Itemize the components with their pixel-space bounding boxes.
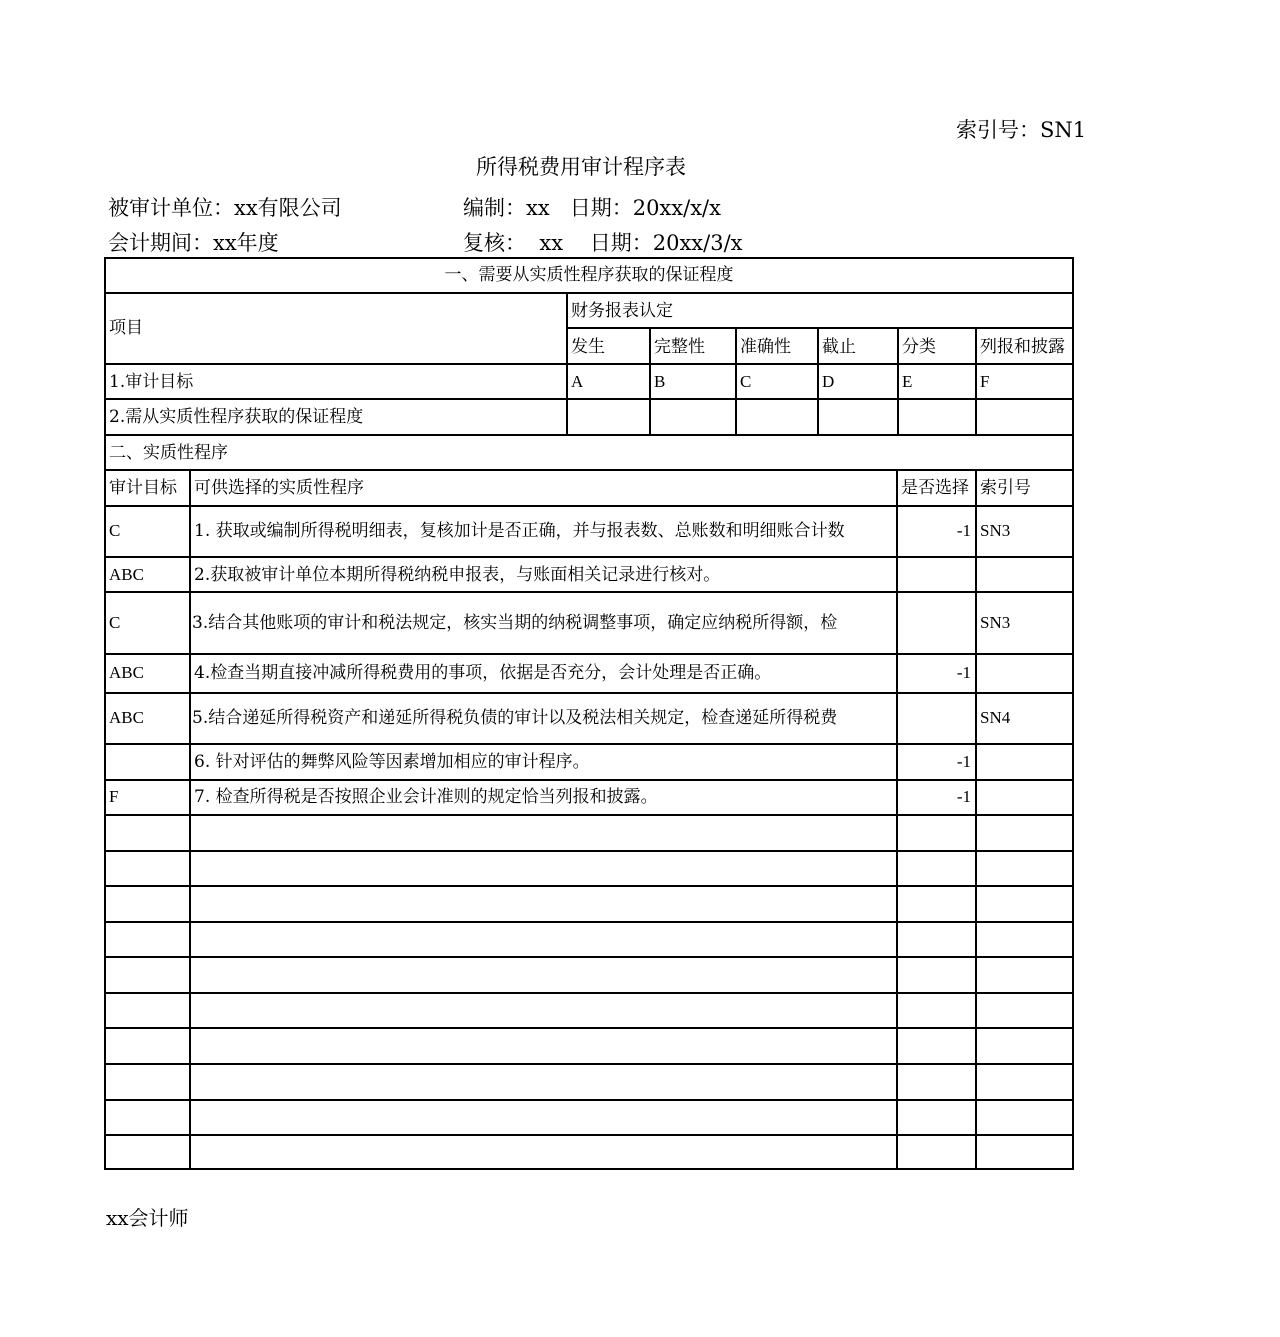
- assurance-level-row-label: 2.需从实质性程序获取的保证程度: [109, 407, 364, 427]
- table-row-5-objective: ABC: [109, 708, 144, 727]
- index-number: 索引号：SN1: [956, 118, 1087, 142]
- assertion-cutoff: 截止: [822, 337, 856, 357]
- page-title: 所得税费用审计程序表: [476, 155, 686, 179]
- table-row-4-selected: -1: [956, 663, 971, 682]
- table-row-1-objective: C: [109, 521, 121, 540]
- table-row-3-procedure: 3.结合其他账项的审计和税法规定，核实当期的纳税调整事项，确定应纳税所得额，检: [192, 613, 838, 633]
- objective-code-a: A: [571, 372, 584, 391]
- assertion-presentation: 列报和披露: [980, 337, 1065, 357]
- table-row-1-selected: -1: [956, 521, 971, 540]
- table-row-7-selected: -1: [956, 787, 971, 806]
- table-row-4-procedure: 4.检查当期直接冲减所得税费用的事项，依据是否充分，会计处理是否正确。: [194, 663, 772, 683]
- objective-code-c: C: [740, 372, 752, 391]
- accounting-period: 会计期间：xx年度: [108, 231, 279, 255]
- table-row-2-objective: ABC: [109, 565, 144, 584]
- table-row-6-procedure: 6. 针对评估的舞弊风险等因素增加相应的审计程序。: [194, 752, 590, 772]
- auditee-label: 被审计单位：xx有限公司: [108, 196, 342, 220]
- col-selected-header: 是否选择: [901, 478, 969, 498]
- assertion-completeness: 完整性: [654, 337, 705, 357]
- col-procedure-header: 可供选择的实质性程序: [194, 478, 364, 498]
- table-row-3-objective: C: [109, 613, 121, 632]
- table-row-1-ref: SN3: [980, 521, 1011, 540]
- table-row-2-procedure: 2.获取被审计单位本期所得税纳税申报表，与账面相关记录进行核对。: [194, 565, 721, 585]
- assertion-accuracy: 准确性: [740, 337, 791, 357]
- reviewed-by: 复核： xx 日期：20xx/3/x: [463, 231, 743, 255]
- assertion-occurrence: 发生: [571, 337, 605, 357]
- table-row-5-ref: SN4: [980, 708, 1011, 727]
- table-row-6-selected: -1: [956, 752, 971, 771]
- firm-name: xx会计师: [106, 1206, 189, 1230]
- section2-title: 二、实质性程序: [109, 443, 228, 463]
- section1-title: 一、需要从实质性程序获取的保证程度: [444, 265, 734, 285]
- table-row-3-ref: SN3: [980, 613, 1011, 632]
- objective-code-b: B: [654, 372, 666, 391]
- audit-objective-row-label: 1.审计目标: [109, 372, 194, 392]
- table-row-7-procedure: 7. 检查所得税是否按照企业会计准则的规定恰当列报和披露。: [194, 787, 658, 807]
- col-ref-header: 索引号: [980, 478, 1031, 498]
- item-label: 项目: [109, 318, 143, 338]
- prepared-by: 编制：xx 日期：20xx/x/x: [463, 196, 721, 220]
- objective-code-d: D: [822, 372, 835, 391]
- objective-code-e: E: [902, 372, 913, 391]
- table-row-7-objective: F: [109, 787, 119, 806]
- assertion-group-label: 财务报表认定: [571, 301, 673, 321]
- assertion-classification: 分类: [902, 337, 936, 357]
- table-row-5-procedure: 5.结合递延所得税资产和递延所得税负债的审计以及税法相关规定，检查递延所得税费: [192, 708, 838, 728]
- col-objective-header: 审计目标: [109, 478, 177, 498]
- table-row-4-objective: ABC: [109, 663, 144, 682]
- table-row-1-procedure: 1. 获取或编制所得税明细表，复核加计是否正确，并与报表数、总账数和明细账合计数: [194, 521, 845, 541]
- audit-procedure-table: [104, 257, 1074, 1170]
- objective-code-f: F: [980, 372, 990, 391]
